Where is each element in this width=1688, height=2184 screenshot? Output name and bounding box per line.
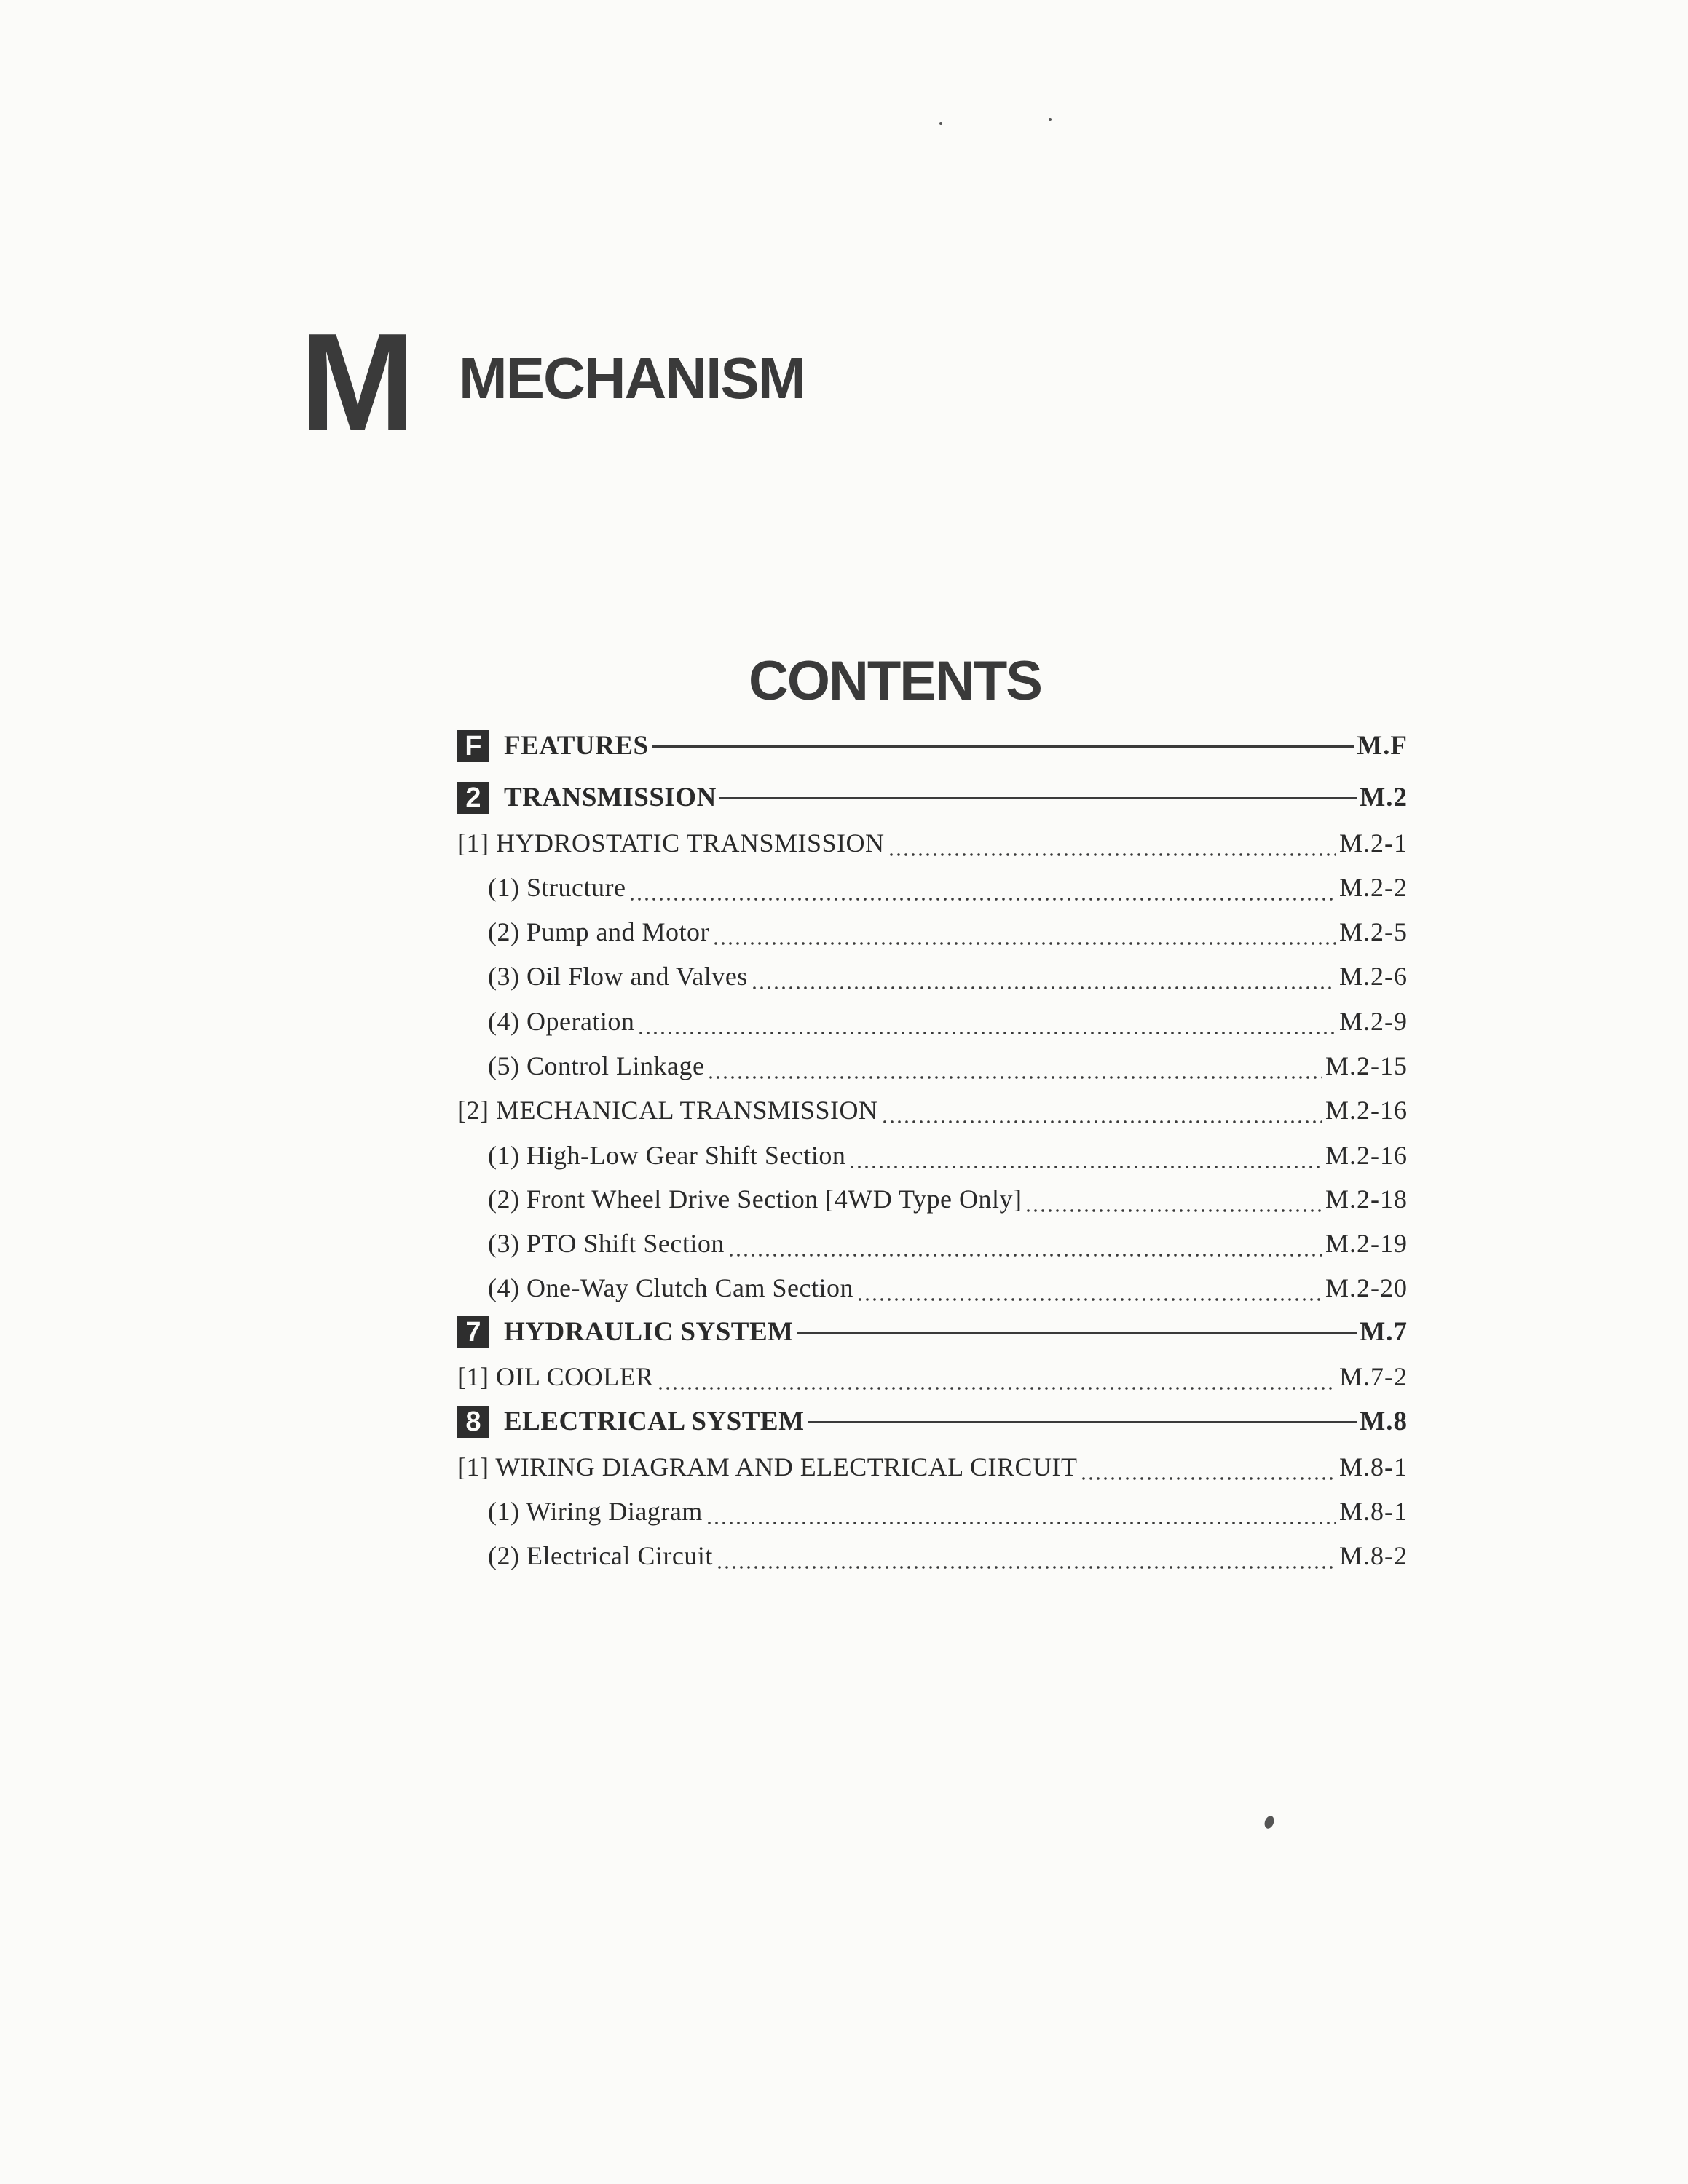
chapter-badge: 7 xyxy=(457,1316,489,1348)
toc-entry-label: FEATURES xyxy=(504,731,649,761)
toc-leader xyxy=(1025,1181,1322,1217)
toc-leader xyxy=(707,1048,1322,1084)
toc-entry xyxy=(457,1538,1408,1574)
toc-entry-label: [2] MECHANICAL TRANSMISSION xyxy=(457,1096,878,1125)
toc-leader xyxy=(1080,1449,1336,1485)
toc-entry-label: (5) Control Linkage xyxy=(488,1051,705,1080)
toc-leader xyxy=(888,825,1336,861)
toc-entry-page: M.2-15 xyxy=(1325,1051,1408,1080)
toc-entry-label: HYDRAULIC SYSTEM xyxy=(504,1317,794,1347)
toc-entry-label: (4) One-Way Clutch Cam Section xyxy=(488,1273,853,1302)
toc-entry-label: [1] WIRING DIAGRAM AND ELECTRICAL CIRCUIT xyxy=(457,1452,1078,1481)
toc-leader xyxy=(652,745,1354,748)
toc-entry-page: M.8-1 xyxy=(1339,1452,1408,1481)
toc-entry-page: M.2-6 xyxy=(1339,962,1408,991)
toc-entry-page: M.7 xyxy=(1360,1317,1408,1347)
toc-entry-label: (1) Structure xyxy=(488,873,626,902)
toc-entry xyxy=(457,825,1408,861)
toc-leader xyxy=(848,1137,1322,1174)
toc-entry-page: M.2-20 xyxy=(1325,1273,1408,1302)
scan-speck xyxy=(1263,1814,1275,1829)
toc-leader xyxy=(808,1421,1357,1423)
toc-leader xyxy=(712,914,1336,950)
contents-heading: CONTENTS xyxy=(749,650,1041,712)
toc-entry-page: M.2-16 xyxy=(1325,1141,1408,1170)
toc-entry xyxy=(457,1358,1408,1395)
toc-entry-label: (4) Operation xyxy=(488,1007,635,1036)
chapter-badge: F xyxy=(457,730,489,762)
toc-entry-page: M.8-2 xyxy=(1339,1541,1408,1570)
toc-entry xyxy=(457,1048,1408,1084)
toc-entry xyxy=(457,1225,1408,1262)
toc-entry-label: (3) PTO Shift Section xyxy=(488,1229,725,1258)
toc-leader xyxy=(706,1493,1336,1530)
toc-leader xyxy=(727,1225,1322,1262)
toc-entry-label: TRANSMISSION xyxy=(504,783,717,812)
scan-speck xyxy=(939,122,942,125)
toc-leader xyxy=(628,869,1336,906)
toc-entry-page: M.2-16 xyxy=(1325,1096,1408,1125)
toc-entry xyxy=(457,1270,1408,1306)
toc-entry-label: [1] OIL COOLER xyxy=(457,1362,654,1391)
toc-entry-label: (1) Wiring Diagram xyxy=(488,1497,703,1526)
toc-leader xyxy=(657,1358,1336,1395)
toc-leader xyxy=(637,1003,1336,1040)
section-title: MECHANISM xyxy=(459,346,805,411)
toc-entry-label: (1) High-Low Gear Shift Section xyxy=(488,1141,846,1170)
toc-entry-page: M.F xyxy=(1357,731,1408,761)
toc-entry xyxy=(457,728,1408,764)
toc-entry-label: (2) Front Wheel Drive Section [4WD Type Only] xyxy=(488,1184,1022,1214)
toc-entry-page: M.2-2 xyxy=(1339,873,1408,902)
toc-entry xyxy=(457,1003,1408,1040)
toc-entry-label: (2) Pump and Motor xyxy=(488,917,709,946)
toc-leader xyxy=(797,1332,1357,1334)
toc-leader xyxy=(751,958,1336,994)
toc-entry xyxy=(457,1449,1408,1485)
toc-entry-page: M.2-5 xyxy=(1339,917,1408,946)
toc-entry-page: M.2-9 xyxy=(1339,1007,1408,1036)
toc-leader xyxy=(716,1538,1336,1574)
toc-entry-page: M.8 xyxy=(1360,1406,1408,1436)
toc-entry-page: M.2-19 xyxy=(1325,1229,1408,1258)
toc-entry xyxy=(457,958,1408,994)
toc-entry-page: M.2 xyxy=(1360,783,1408,812)
toc-entry xyxy=(457,1493,1408,1530)
toc-entry xyxy=(457,1314,1408,1350)
toc-leader xyxy=(881,1092,1322,1128)
toc-entry-page: M.2-18 xyxy=(1325,1184,1408,1214)
scan-speck xyxy=(1049,118,1052,121)
toc-entry-page: M.2-1 xyxy=(1339,828,1408,858)
toc-entry xyxy=(457,780,1408,816)
toc-entry-label: (2) Electrical Circuit xyxy=(488,1541,713,1570)
toc-entry-label: ELECTRICAL SYSTEM xyxy=(504,1406,805,1436)
toc-entry xyxy=(457,1137,1408,1174)
toc-entry-page: M.8-1 xyxy=(1339,1497,1408,1526)
toc-entry xyxy=(457,869,1408,906)
chapter-badge: 8 xyxy=(457,1406,489,1438)
toc-leader xyxy=(856,1270,1322,1306)
chapter-badge: 2 xyxy=(457,782,489,814)
section-letter: M xyxy=(300,305,411,459)
toc-entry-label: [1] HYDROSTATIC TRANSMISSION xyxy=(457,828,885,858)
toc-entry xyxy=(457,914,1408,950)
toc-entry xyxy=(457,1404,1408,1440)
toc-leader xyxy=(719,797,1357,799)
toc-entry-page: M.7-2 xyxy=(1339,1362,1408,1391)
toc-entry xyxy=(457,1181,1408,1217)
toc-entry-label: (3) Oil Flow and Valves xyxy=(488,962,748,991)
toc-entry xyxy=(457,1092,1408,1128)
